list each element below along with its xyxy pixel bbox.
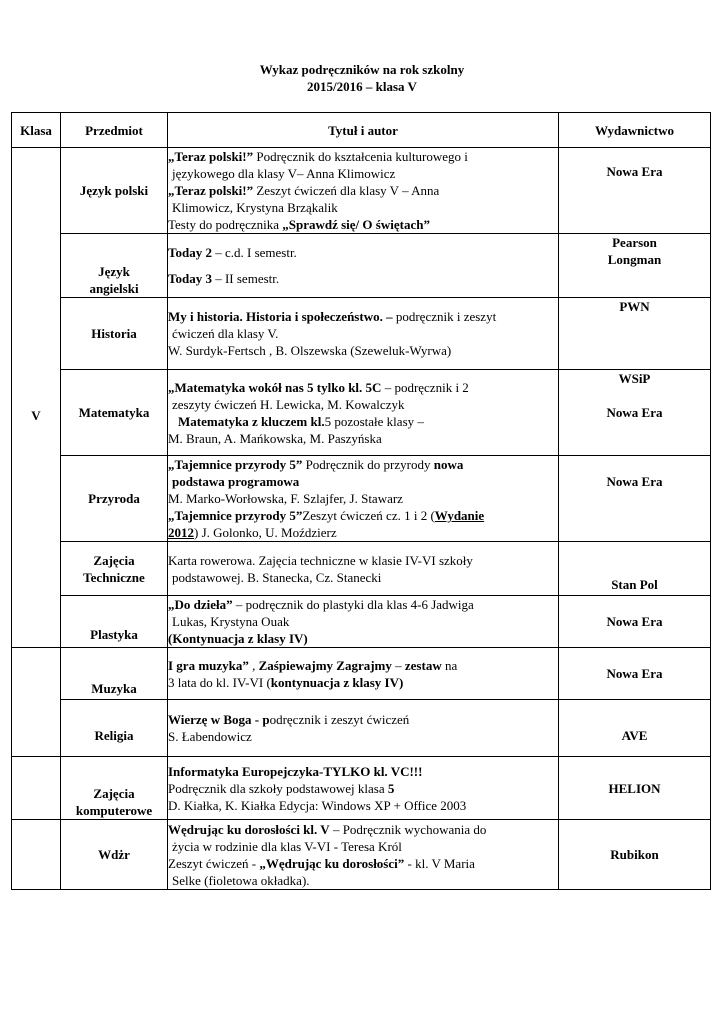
publisher-cell: Nowa Era xyxy=(559,456,711,542)
table-header-row xyxy=(12,113,711,148)
separator-text: , xyxy=(248,657,259,673)
publisher-cell: AVE xyxy=(559,700,711,757)
table-row xyxy=(12,757,711,820)
publisher-cell: Nowa Era xyxy=(559,148,711,234)
klasa-cell: V xyxy=(12,148,61,648)
publisher-line-2: Longman xyxy=(607,252,662,267)
subject-cell: Przyroda xyxy=(61,456,168,542)
book-note: kontynuacja z klasy IV) xyxy=(270,674,404,690)
book-title: „Wędrując ku dorosłości” xyxy=(259,855,405,871)
book-title: Today 3 xyxy=(168,271,212,286)
subject-line-1: Zajęcia xyxy=(93,552,135,568)
book-description: podręcznik i zeszyt xyxy=(392,309,497,324)
book-authors: Klimowicz, Krystyna Brząkalik xyxy=(172,200,338,215)
subject-cell xyxy=(61,757,168,820)
publisher-line-1: WSiP xyxy=(618,371,651,386)
book-note: nowa xyxy=(433,457,464,472)
title-author-cell xyxy=(168,596,559,648)
book-title: „Sprawdź się/ O świętach” xyxy=(282,217,430,232)
book-description: językowego dla klasy V– Anna Klimowicz xyxy=(172,166,396,181)
edition-year: 2012 xyxy=(168,525,194,540)
book-authors: M. Marko-Worłowska, F. Szlajfer, J. Stawarz xyxy=(168,491,403,506)
publisher-cell: Nowa Era xyxy=(559,596,711,648)
book-authors: S. Łabendowicz xyxy=(168,729,252,744)
book-description: 5 pozostałe klasy – xyxy=(324,413,424,429)
book-title: „Teraz polski!” xyxy=(168,183,254,198)
header-przedmiot: Przedmiot xyxy=(61,113,168,148)
book-title: Wierzę w Boga - p xyxy=(168,712,270,727)
book-authors: życia w rodzinie dla klas V-VI - Teresa Król xyxy=(172,838,402,854)
book-description: – podręcznik i 2 xyxy=(381,379,469,395)
book-title: Zaśpiewajmy Zagrajmy xyxy=(258,657,392,673)
table-row xyxy=(12,542,711,596)
book-note: 5 xyxy=(387,780,395,796)
publisher-cell: Stan Pol xyxy=(559,542,711,596)
book-description: Zeszyt ćwiczeń cz. 1 i 2 ( xyxy=(302,508,435,523)
book-authors: W. Surdyk-Fertsch , B. Olszewska (Szeweluk-Wyrwa) xyxy=(168,343,452,358)
header-tytul: Tytuł i autor xyxy=(168,113,559,148)
book-description: – Podręcznik wychowania do xyxy=(329,821,487,837)
book-title: Matematyka z kluczem kl. xyxy=(178,413,325,429)
publisher-cell: Rubikon xyxy=(559,820,711,890)
title-author-cell xyxy=(168,234,559,298)
book-authors: - kl. V Maria xyxy=(404,855,475,871)
book-authors: D. Kiałka, K. Kiałka Edycja: Windows XP + Office 2003 xyxy=(168,797,467,813)
book-description: na xyxy=(441,657,458,673)
book-title: My i historia. Historia i społeczeństwo. – xyxy=(168,309,393,324)
title-line-1: Wykaz podręczników na rok szkolny xyxy=(259,62,465,77)
publisher-cell xyxy=(559,234,711,298)
edition-note: Wydanie xyxy=(434,508,485,523)
subject-line-2: Techniczne xyxy=(83,569,145,585)
subject-line-1: Zajęcia xyxy=(93,786,135,801)
book-title: „Teraz polski!” xyxy=(168,149,254,164)
book-description: Zeszyt ćwiczeń dla klasy V – Anna xyxy=(253,183,440,198)
book-description: Testy do podręcznika xyxy=(168,217,283,232)
book-title: Informatyka Europejczyka-TYLKO kl. VC!!! xyxy=(168,763,423,779)
klasa-cell-empty xyxy=(12,757,61,820)
subject-cell xyxy=(61,542,168,596)
table-row xyxy=(12,298,711,370)
book-description: Karta rowerowa. Zajęcia techniczne w klasie IV-VI szkoły xyxy=(168,552,473,568)
table-row xyxy=(12,234,711,298)
book-title: „Tajemnice przyrody 5” xyxy=(168,457,303,472)
klasa-cell-continued xyxy=(12,648,61,700)
subject-cell: Język polski xyxy=(61,148,168,234)
title-author-cell xyxy=(168,757,559,820)
title-author-cell xyxy=(168,370,559,456)
table-row xyxy=(12,820,711,890)
separator-text: – xyxy=(391,657,405,673)
book-title: „Tajemnice przyrody 5” xyxy=(168,508,303,523)
subject-cell: Muzyka xyxy=(61,648,168,700)
publisher-cell: PWN xyxy=(559,298,711,370)
book-description: – c.d. I semestr. xyxy=(211,245,297,260)
subject-cell: Plastyka xyxy=(61,596,168,648)
book-description: odręcznik i zeszyt ćwiczeń xyxy=(269,712,410,727)
book-description: 3 lata do kl. IV-VI ( xyxy=(168,674,271,690)
subject-cell: Matematyka xyxy=(61,370,168,456)
book-authors: zeszyty ćwiczeń H. Lewicka, M. Kowalczyk xyxy=(172,396,405,412)
subject-cell xyxy=(61,234,168,298)
book-description: – II semestr. xyxy=(211,271,280,286)
publisher-line-2: Nowa Era xyxy=(606,405,663,420)
book-title: Wędrując ku dorosłości kl. V xyxy=(168,821,330,837)
klasa-cell-empty xyxy=(12,820,61,890)
publisher-cell: Nowa Era xyxy=(559,648,711,700)
table-row xyxy=(12,456,711,542)
table-row xyxy=(12,370,711,456)
book-description: Podręcznik do kształcenia kulturowego i xyxy=(253,149,468,164)
book-title: I gra muzyka” xyxy=(168,657,249,673)
title-line-2: 2015/2016 – klasa V xyxy=(307,79,417,94)
subject-line-1: Język xyxy=(98,264,130,279)
book-title: Today 2 xyxy=(168,245,212,260)
table-row xyxy=(12,148,711,234)
book-note: podstawa programowa xyxy=(172,474,300,489)
subject-cell: Religia xyxy=(61,700,168,757)
klasa-cell-continued xyxy=(12,700,61,757)
header-wydawnictwo: Wydawnictwo xyxy=(559,113,711,148)
book-authors: ) J. Golonko, U. Moździerz xyxy=(194,525,337,540)
book-description: – podręcznik do plastyki dla klas 4-6 Jadwiga xyxy=(232,597,474,612)
document-title xyxy=(0,61,724,95)
title-author-cell xyxy=(168,648,559,700)
publisher-cell: HELION xyxy=(559,757,711,820)
publisher-cell xyxy=(559,370,711,456)
header-klasa: Klasa xyxy=(12,113,61,148)
table-row xyxy=(12,596,711,648)
title-author-cell xyxy=(168,298,559,370)
subject-line-2: komputerowe xyxy=(75,803,153,818)
publisher-line-1: Pearson xyxy=(612,235,657,250)
book-title: „Do dzieła” xyxy=(168,597,233,612)
book-description: Podręcznik do przyrody xyxy=(302,457,434,472)
table-row xyxy=(12,648,711,700)
book-note: zestaw xyxy=(404,657,442,673)
table-row xyxy=(12,700,711,757)
title-author-cell xyxy=(168,542,559,596)
book-authors: M. Braun, A. Mańkowska, M. Paszyńska xyxy=(168,430,382,446)
title-author-cell xyxy=(168,456,559,542)
book-description: Zeszyt ćwiczeń - xyxy=(168,855,260,871)
subject-cell: Historia xyxy=(61,298,168,370)
title-author-cell xyxy=(168,820,559,890)
book-title: „Matematyka wokół nas 5 tylko kl. 5C xyxy=(168,379,382,395)
subject-cell: Wdżr xyxy=(61,820,168,890)
title-author-cell xyxy=(168,700,559,757)
textbook-table xyxy=(11,112,711,890)
book-description: ćwiczeń dla klasy V. xyxy=(172,326,279,341)
title-author-cell xyxy=(168,148,559,234)
book-note: (Kontynuacja z klasy IV) xyxy=(168,631,308,646)
subject-line-2: angielski xyxy=(89,281,139,296)
book-authors: podstawowej. B. Stanecka, Cz. Stanecki xyxy=(172,569,382,585)
book-description: Podręcznik dla szkoły podstawowej klasa xyxy=(168,780,388,796)
book-authors: Selke (fioletowa okładka). xyxy=(172,872,310,888)
book-authors: Lukas, Krystyna Ouak xyxy=(172,614,290,629)
